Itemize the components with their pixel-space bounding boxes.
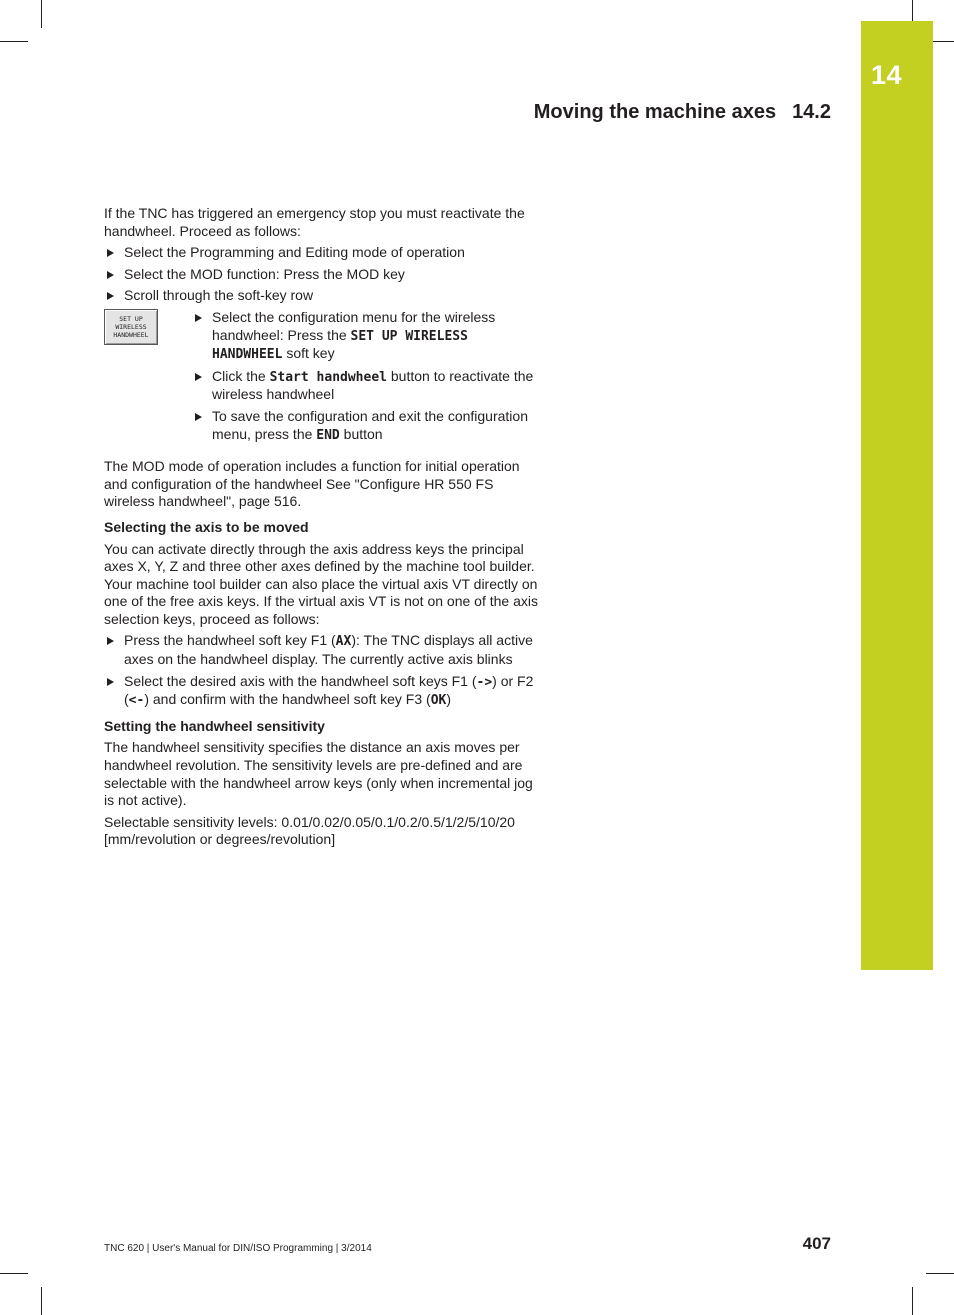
arrow-bullet-icon [195,413,202,421]
axis-steps [104,632,544,709]
crop-mark [0,1273,28,1274]
crop-mark [0,41,28,42]
arrow-bullet-icon [107,678,114,686]
arrow-bullet-icon [107,249,114,257]
page-header [534,101,831,124]
list-item: Press the handwheel soft key F1 (AX): The TNC displays all active axes on the handwheel display. The currently active axis blinks [104,632,544,668]
list-item: To save the configuration and exit the configuration menu, press the END button [192,408,544,444]
crop-mark [912,1287,913,1315]
arrow-bullet-icon [195,314,202,322]
section-heading-sensitivity: Setting the handwheel sensitivity [104,717,325,734]
header-title: Moving the machine axes [533,101,777,123]
softkey-steps [192,309,544,448]
header-section: 14.2 [792,101,831,123]
list-item: Select the configuration menu for the wireless handwheel: Press the SET UP WIRELESS HANDWHEEL soft key [192,309,544,364]
sensitivity-levels: Selectable sensitivity levels: 0.01/0.02/0.05/0.1/0.2/0.5/1/2/5/10/20 [mm/revolution or degrees/revolution] [104,813,515,848]
softkey-column [104,309,192,448]
crop-mark [41,1287,42,1315]
arrow-bullet-icon [107,292,114,300]
page-number: 407 [802,1234,831,1253]
arrow-bullet-icon [107,271,114,279]
chapter-number: 14 [871,60,903,90]
list-item: Scroll through the soft-key row [104,287,544,305]
list-item: Select the Programming and Editing mode of operation [104,244,544,262]
crop-mark [926,1273,954,1274]
list-item: Click the Start handwheel button to reactivate the wireless handwheel [192,368,544,404]
section-heading-axis: Selecting the axis to be moved [104,518,309,535]
arrow-bullet-icon [107,637,114,645]
arrow-bullet-icon [195,373,202,381]
list-item: Select the desired axis with the handwheel soft keys F1 (->) or F2 (<-) and confirm with the handwheel soft key F3 (OK) [104,673,544,710]
setup-wireless-handwheel-softkey-icon: SET UP WIRELESS HANDWHEEL [104,309,158,345]
main-content [104,205,544,853]
intro-steps [104,244,544,305]
chapter-tab [861,21,933,970]
intro-paragraph: If the TNC has triggered an emergency stop you must reactivate the handwheel. Proceed as follows: [104,205,525,239]
list-item: Select the MOD function: Press the MOD key [104,266,544,284]
sensitivity-paragraph: The handwheel sensitivity specifies the distance an axis moves per handwheel revolution. The sensitivity levels are pre-defined and are selectable with the handwheel arrow keys (only when incremental jog is not active). [104,739,533,809]
softkey-block [104,309,544,448]
crop-mark [41,0,42,28]
axis-paragraph: You can activate directly through the axis address keys the principal axes X, Y, Z and three other axes defined by the machine tool builder. Your machine tool builder can also place the virtual axis VT directly on one of the free axis keys. If the virtual axis VT is not on one of the axis selection keys, proceed as follows: [104,540,538,627]
mod-paragraph: The MOD mode of operation includes a function for initial operation and configuration of the handwheel See "Configure HR 550 FS wireless handwheel", page 516. [104,458,520,510]
footer-text: TNC 620 | User's Manual for DIN/ISO Programming | 3/2014 [104,1243,372,1254]
